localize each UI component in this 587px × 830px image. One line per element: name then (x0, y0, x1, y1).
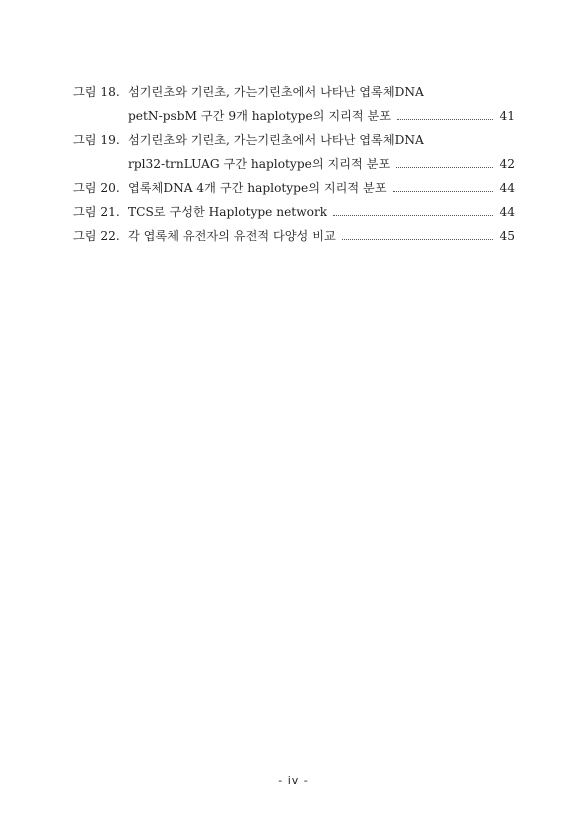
figure-title: 각 엽록체 유전자의 유전적 다양성 비교 (128, 229, 336, 243)
toc-entry-line (73, 128, 515, 152)
toc-entry-line (73, 80, 515, 104)
figure-title: 섬기린초와 기린초, 가는기린초에서 나타난 엽록체DNA (128, 85, 424, 99)
dot-leader (393, 190, 493, 192)
toc-entry-20[interactable] (73, 176, 515, 200)
page-number: 44 (499, 205, 515, 219)
figure-title-continued: petN-psbM 구간 9개 haplotype의 지리적 분포 (128, 109, 392, 123)
figure-number: 그림 20. (73, 181, 120, 195)
page-number: 45 (499, 229, 515, 243)
dot-leader (396, 166, 493, 168)
figure-title: TCS로 구성한 Haplotype network (128, 205, 328, 219)
figure-number: 그림 18. (73, 85, 120, 99)
toc-entry-21[interactable] (73, 200, 515, 224)
page-number: 41 (499, 109, 515, 123)
figure-number: 그림 19. (73, 133, 120, 147)
toc-entry-line (73, 200, 515, 224)
dot-leader (342, 238, 493, 240)
figure-number: 그림 21. (73, 205, 120, 219)
dot-leader (397, 118, 493, 120)
dot-leader (333, 214, 493, 216)
table-of-figures (73, 80, 515, 248)
toc-entry-22[interactable] (73, 224, 515, 248)
toc-entry-18[interactable] (73, 80, 515, 128)
toc-entry-19[interactable] (73, 128, 515, 176)
toc-entry-line (73, 152, 515, 176)
figure-title-continued: rpl32-trnLUAG 구간 haplotype의 지리적 분포 (128, 157, 391, 171)
toc-entry-line (73, 176, 515, 200)
toc-entry-line (73, 224, 515, 248)
figure-title: 섬기린초와 기린초, 가는기린초에서 나타난 엽록체DNA (128, 133, 424, 147)
page-number: 44 (499, 181, 515, 195)
figure-title: 엽록체DNA 4개 구간 haplotype의 지리적 분포 (128, 181, 387, 195)
figure-number: 그림 22. (73, 229, 120, 243)
page-footer-number: - iv - (278, 774, 309, 787)
toc-entry-line (73, 104, 515, 128)
page-number: 42 (499, 157, 515, 171)
